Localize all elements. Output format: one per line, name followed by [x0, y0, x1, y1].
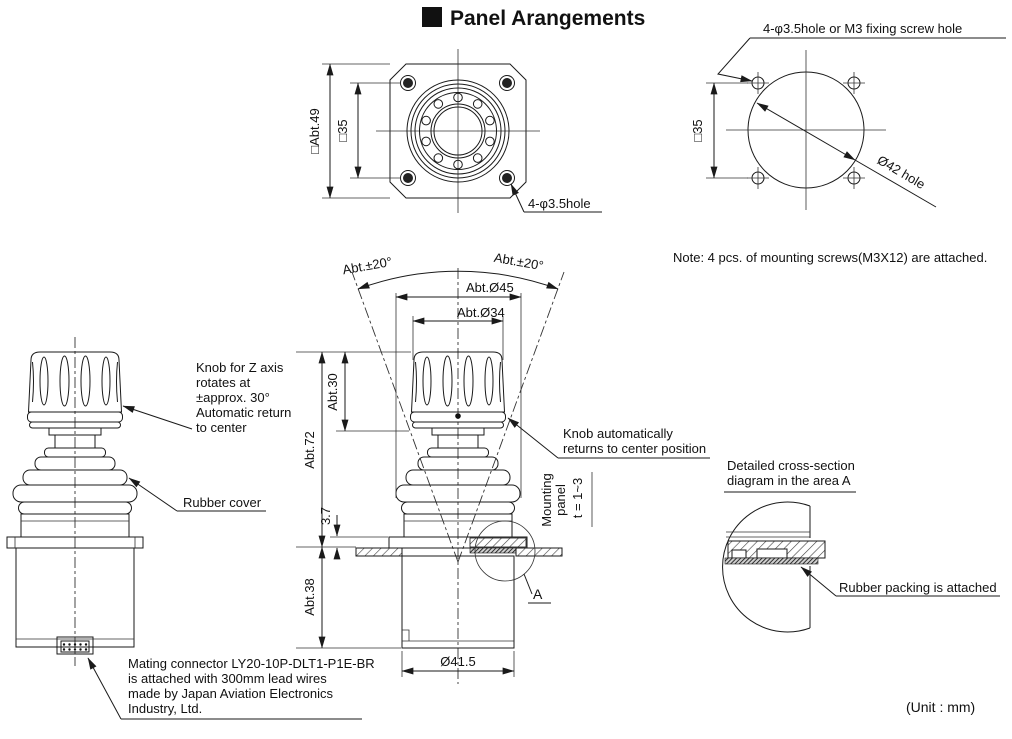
- dim-72-label: Abt.72: [302, 431, 317, 469]
- page-title: Panel Arangements: [450, 7, 646, 30]
- flange-section-hatch: [470, 538, 526, 547]
- detail-area-marker: [475, 521, 551, 603]
- dim-37-label: 3.7: [318, 506, 333, 526]
- rubber-packing-section: [725, 558, 818, 564]
- rubber-cover-label: Rubber cover: [183, 495, 262, 510]
- section-marker-icon: [422, 7, 442, 27]
- detail-title-line: Detailed cross-section: [727, 458, 855, 473]
- knob-z-axis-note-line: Knob for Z axis: [196, 360, 284, 375]
- dim-d34-label: Abt.Ø34: [457, 305, 505, 320]
- knob-return-note-line: Knob automatically: [563, 426, 673, 441]
- tilt-line-left: [352, 272, 458, 562]
- hole-callout: [511, 184, 602, 212]
- knob-z-axis-callout: [123, 360, 291, 435]
- knob-set-screw: [455, 413, 461, 419]
- packing-callout: [801, 567, 1000, 596]
- dim-knob-height: [325, 352, 345, 431]
- dim-square: [690, 83, 748, 178]
- detail-title-line: diagram in the area A: [727, 473, 851, 488]
- knob-return-note-line: returns to center position: [563, 441, 707, 456]
- connector-note-line: Industry, Ltd.: [128, 701, 203, 716]
- unit-label: (Unit : mm): [906, 699, 976, 715]
- cutout-screw-hole-label: 4-φ3.5hole or M3 fixing screw hole: [763, 21, 963, 36]
- knob-z-axis-note-line: Automatic return: [196, 405, 292, 420]
- mounting-panel-label: panel: [553, 484, 568, 516]
- knob-z-axis-note-line: rotates at: [196, 375, 251, 390]
- connector-callout: [88, 656, 375, 719]
- angle-left-label: Abt.±20°: [341, 253, 394, 278]
- dim-below-panel: [302, 547, 322, 648]
- side-view: [7, 337, 375, 719]
- area-a-label: A: [533, 586, 543, 602]
- mounting-panel-right: [516, 548, 562, 556]
- detail-balloon-arc: [723, 502, 810, 632]
- dim-d45-label: Abt.Ø45: [466, 280, 514, 295]
- hole-diameter-dim: [757, 103, 936, 207]
- dim-inner-square: [335, 83, 401, 178]
- topview-dim-inner-label: □35: [335, 119, 350, 142]
- connector-note-line: is attached with 300mm lead wires: [128, 671, 327, 686]
- panel-cutout-view: [673, 21, 1006, 265]
- mounting-panel-callout: [539, 472, 592, 527]
- rubber-cover-callout: [129, 478, 266, 511]
- cutout-note: Note: 4 pcs. of mounting screws(M3X12) are attached.: [673, 250, 988, 265]
- knob-z-axis-note-line: ±approx. 30°: [196, 390, 270, 405]
- panel-thickness-label: t = 1~3: [570, 477, 585, 519]
- top-view: [307, 49, 602, 213]
- connector-note-line: made by Japan Aviation Electronics: [128, 686, 333, 701]
- cross-section-detail: [723, 458, 1000, 632]
- dim-flange-thickness: [318, 507, 337, 559]
- knob-return-callout: [508, 418, 710, 458]
- side-view-base: [7, 537, 143, 654]
- screw-hole-callout: [718, 21, 1006, 81]
- dim-38-label: Abt.38: [302, 578, 317, 616]
- dim-d415-label: Ø41.5: [440, 654, 476, 669]
- dim-30-label: Abt.30: [325, 373, 340, 411]
- mounting-panel-label: Mounting: [539, 473, 554, 527]
- title-bar: [422, 7, 645, 30]
- mounting-panel-left: [356, 548, 402, 556]
- rubber-packing-label: Rubber packing is attached: [839, 580, 997, 595]
- front-view: [296, 250, 710, 684]
- connector-note-line: Mating connector LY20-10P-DLT1-P1E-BR: [128, 656, 375, 671]
- topview-hole-label: 4-φ3.5hole: [528, 196, 591, 211]
- topview-dim-outer-label: □Abt.49: [307, 108, 322, 154]
- knob-z-axis-note-line: to center: [196, 420, 247, 435]
- angle-right-label: Abt.±20°: [492, 249, 545, 274]
- cutout-hole-dim-label: Ø42 hole: [874, 152, 928, 192]
- cutout-dim-square-label: □35: [690, 119, 705, 142]
